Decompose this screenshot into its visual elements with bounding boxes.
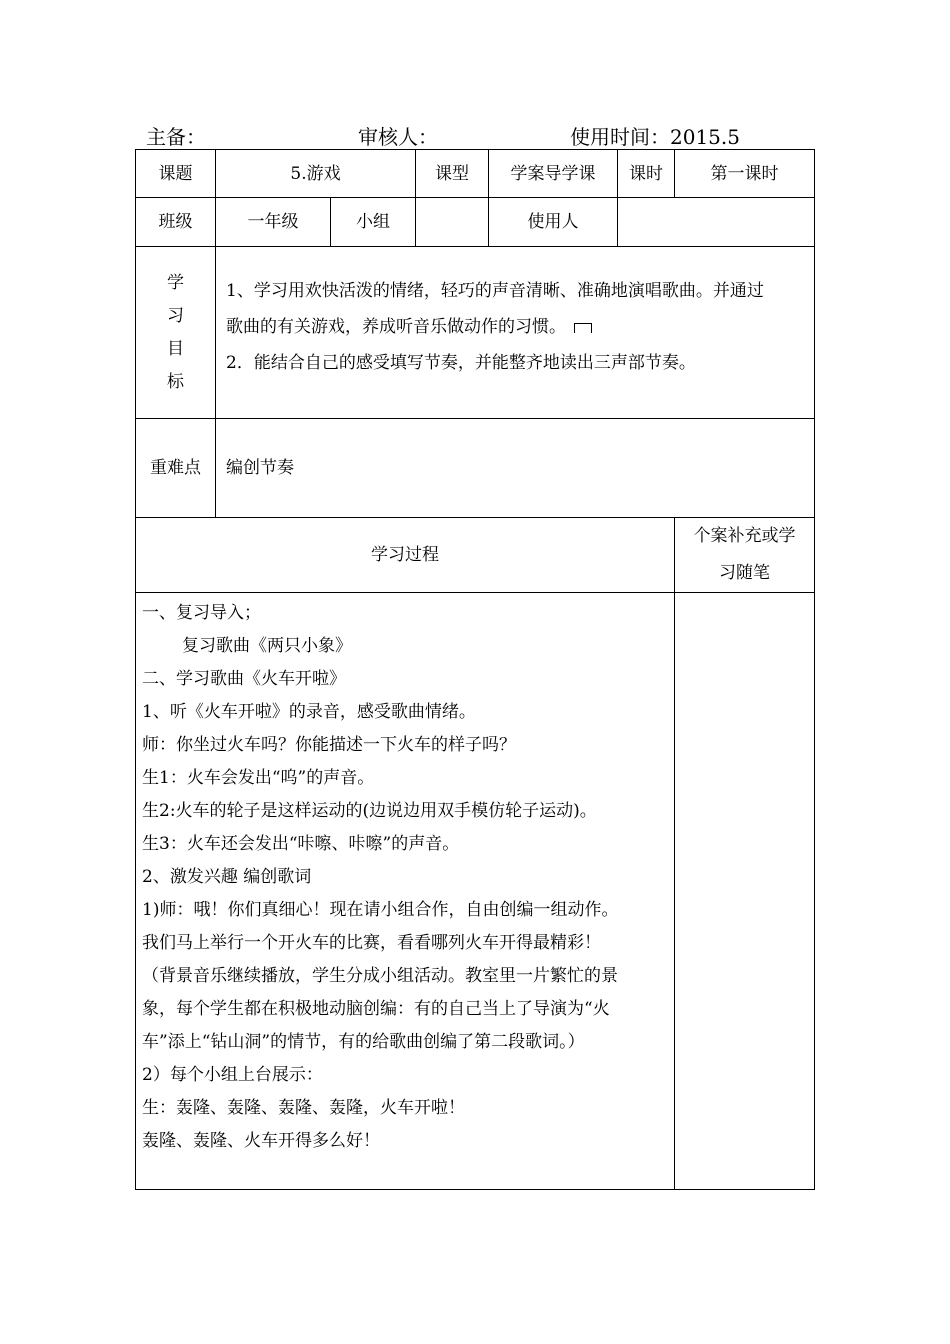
process-line: 我们马上举行一个开火车的比赛，看看哪列火车开得最精彩！ (142, 933, 601, 953)
process-line: 象，每个学生都在积极地动脑创编：有的自己当上了导演为“火 (142, 999, 610, 1019)
process-row (136, 593, 815, 1190)
group-value (416, 198, 489, 247)
period-value: 第一课时 (675, 150, 815, 198)
process-line: 车”添上“钻山洞”的情节，有的给歌曲创编了第二段歌词。） (142, 1032, 585, 1052)
notes-header-line: 习随笔 (719, 563, 770, 583)
document-header (146, 124, 826, 150)
objectives-label-char: 标 (167, 371, 184, 392)
user-value (618, 198, 815, 247)
process-header: 学习过程 (136, 518, 675, 593)
objectives-label-char: 目 (167, 338, 184, 359)
process-line: 师：你坐过火车吗？你能描述一下火车的样子吗？ (142, 735, 516, 755)
objectives-label-char: 学 (167, 272, 184, 293)
difficulty-value: 编创节奏 (216, 419, 815, 518)
topic-value: 5.游戏 (216, 150, 416, 198)
period-label: 课时 (618, 150, 675, 198)
notes-column (675, 593, 815, 1190)
process-line: 二、学习歌曲《火车开啦》 (142, 669, 346, 689)
class-value: 一年级 (216, 198, 331, 247)
process-line: 1)师：哦！你们真细心！现在请小组合作，自由创编一组动作。 (142, 900, 619, 920)
type-value: 学案导学课 (489, 150, 618, 198)
process-content (136, 593, 675, 1190)
info-row-1 (136, 150, 815, 198)
class-label: 班级 (136, 198, 216, 247)
lesson-plan-table (135, 149, 815, 1190)
objectives-content (216, 247, 815, 419)
process-line: 生3：火车还会发出“咔嚓、咔嚓”的声音。 (142, 834, 460, 854)
objective-line: 2．能结合自己的感受填写节奏，并能整齐地读出三声部节奏。 (226, 353, 696, 373)
process-line: 生1：火车会发出“呜”的声音。 (142, 768, 375, 788)
process-header-row (136, 518, 815, 593)
objective-line (226, 309, 806, 345)
objective-line-text: 歌曲的有关游戏，养成听音乐做动作的习惯。 (226, 317, 566, 337)
process-line: 2、激发兴趣 编创歌词 (142, 867, 312, 887)
process-line: 2）每个小组上台展示： (142, 1065, 323, 1085)
process-line: （背景音乐继续播放，学生分成小组活动。教室里一片繁忙的景 (142, 966, 618, 986)
objectives-row (136, 247, 815, 419)
process-line: 轰隆、轰隆、火车开得多么好！ (142, 1131, 380, 1151)
objectives-label (136, 247, 216, 419)
group-label: 小组 (331, 198, 416, 247)
process-line: 生2:火车的轮子是这样运动的(边说边用双手模仿轮子运动)。 (142, 801, 597, 821)
user-label: 使用人 (489, 198, 618, 247)
objectives-label-char: 习 (167, 305, 184, 326)
reviewer-label: 审核人： (358, 125, 438, 149)
process-line: 复习歌曲《两只小象》 (182, 636, 352, 656)
process-line: 一、复习导入； (142, 603, 261, 623)
process-line: 生：轰隆、轰隆、轰隆、轰隆，火车开啦！ (142, 1098, 465, 1118)
notes-header (675, 518, 815, 593)
author-label: 主备： (146, 125, 206, 149)
topic-label: 课题 (136, 150, 216, 198)
notes-header-line: 个案补充或学 (693, 526, 796, 546)
process-line: 1、听《火车开啦》的录音，感受歌曲情绪。 (142, 702, 476, 722)
edit-mark-icon (574, 323, 592, 333)
type-label: 课型 (416, 150, 489, 198)
difficulty-label: 重难点 (136, 419, 216, 518)
objective-line: 1、学习用欢快活泼的情绪，轻巧的声音清晰、准确地演唱歌曲。并通过 (226, 281, 764, 301)
info-row-2 (136, 198, 815, 247)
difficulty-row (136, 419, 815, 518)
usage-time: 使用时间：2015.5 (570, 125, 740, 149)
